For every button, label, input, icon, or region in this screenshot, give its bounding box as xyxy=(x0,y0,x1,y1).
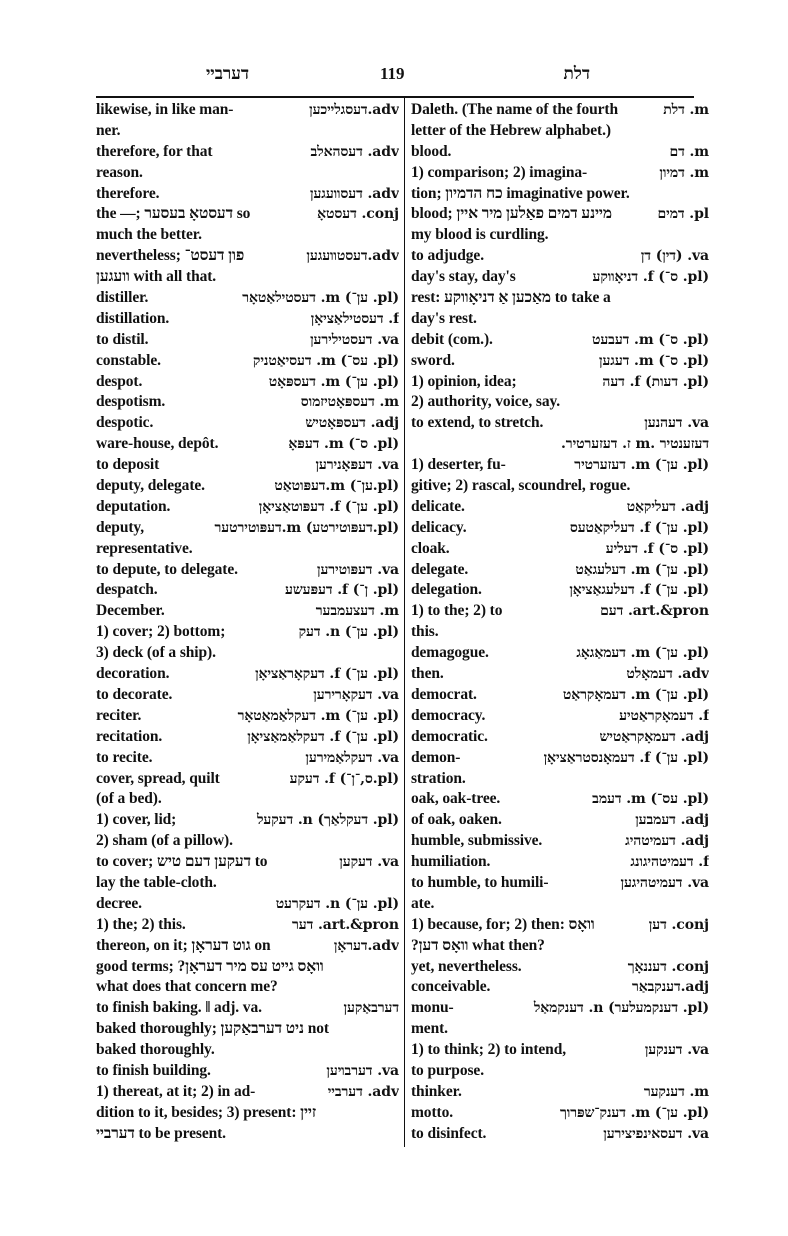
english-text: to depute, to delegate. xyxy=(96,560,238,578)
headword-text: (pl. ן־) f. דעפּעשע xyxy=(285,582,399,599)
english-text: 1) thereat, at it; 2) in ad- xyxy=(96,1082,256,1100)
english-text: rest: מאַכען אַ דניאָװקע to take a xyxy=(411,289,611,307)
english-text: of oak, oaken. xyxy=(411,811,502,829)
right-column xyxy=(411,100,709,1145)
entry-line xyxy=(411,810,709,831)
entry-line xyxy=(411,852,709,873)
entry-line xyxy=(96,831,399,852)
entry-line xyxy=(96,184,399,205)
entry-line xyxy=(96,622,399,643)
entry-line xyxy=(96,601,399,622)
english-text: monu- xyxy=(411,999,454,1017)
english-text: דערבײ to be present. xyxy=(96,1124,226,1142)
headword-text: (pl.דעפּוטירטע) m.דעפּוטירטער xyxy=(214,519,399,536)
entry-line xyxy=(96,142,399,163)
headword-text: va. דעסאינפיצירען xyxy=(603,1125,709,1142)
entry-line xyxy=(96,580,399,601)
entry-line xyxy=(96,476,399,497)
entry-line xyxy=(411,204,709,225)
entry-line xyxy=(96,225,399,246)
entry-line xyxy=(411,288,709,309)
entry-line xyxy=(96,685,399,706)
english-text: blood; מײנע דמים פאַלען מיר אײן xyxy=(411,205,612,223)
entry-line xyxy=(96,518,399,539)
headword-text: art.&pron. דער xyxy=(291,916,399,933)
entry-line xyxy=(96,288,399,309)
english-text: likewise, in like man- xyxy=(96,101,234,118)
english-text: to distil. xyxy=(96,330,149,348)
entry-line xyxy=(411,957,709,978)
english-text: debit (com.). xyxy=(411,330,493,348)
english-text: despotism. xyxy=(96,393,166,411)
entry-line xyxy=(411,727,709,748)
entry-line xyxy=(96,413,399,434)
english-text: decree. xyxy=(96,894,142,912)
entry-line xyxy=(96,789,399,810)
headword-text: (pl. ען־) f. דעקלאַמאַציאָן xyxy=(247,728,399,745)
entry-line xyxy=(411,998,709,1019)
entry-line xyxy=(96,977,399,998)
headword-text: (pl. עס־) m. דעמב xyxy=(592,791,709,808)
entry-line xyxy=(411,1061,709,1082)
entry-line xyxy=(96,539,399,560)
entry-line xyxy=(411,706,709,727)
entry-line xyxy=(411,497,709,518)
english-text: conceivable. xyxy=(411,978,491,996)
entry-line xyxy=(411,413,709,434)
headword-text: (pl. ען־) n. דעק xyxy=(298,624,399,641)
english-text: 1) comparison; 2) imagina- xyxy=(411,163,588,181)
entry-line xyxy=(96,163,399,184)
english-text: gitive; 2) rascal, scoundrel, rogue. xyxy=(411,477,631,495)
english-text: to extend, to stretch. xyxy=(411,414,544,432)
entry-line xyxy=(411,560,709,581)
headword-text: (pl. ס־) m. דעפּאָ xyxy=(288,436,399,453)
english-text: day's rest. xyxy=(411,309,477,327)
page-number: 119 xyxy=(380,64,405,83)
english-text: 1) deserter, fu- xyxy=(411,456,506,474)
entry-line xyxy=(96,748,399,769)
english-text: 1) because, for; 2) then: װאָס xyxy=(411,915,595,933)
english-text: ?װאָס דען what then? xyxy=(411,936,545,954)
headword-text: m. דם xyxy=(669,143,709,160)
entry-line xyxy=(96,1124,399,1145)
english-text: thinker. xyxy=(411,1082,462,1100)
english-text: nevertheless; פון דעסט־ xyxy=(96,247,245,265)
entry-line xyxy=(411,163,709,184)
entry-line xyxy=(96,957,399,978)
entry-line xyxy=(411,121,709,142)
english-text: deputation. xyxy=(96,497,171,515)
english-text: humble, submissive. xyxy=(411,832,543,850)
page-header xyxy=(96,64,690,92)
entry-line xyxy=(411,392,709,413)
entry-line xyxy=(411,1019,709,1040)
headword-text: adj. דעליקאַט xyxy=(626,498,709,515)
headword-text: va. דעפּוטירען xyxy=(316,561,399,578)
english-text: recitation. xyxy=(96,727,163,745)
entry-line xyxy=(96,727,399,748)
header-left-word: דערבײ xyxy=(206,64,250,84)
entry-line xyxy=(96,392,399,413)
english-text: baked thoroughly. xyxy=(96,1041,215,1059)
english-text: to deposit xyxy=(96,456,160,474)
headword-text: f. דעמאָקראַטיע xyxy=(619,707,709,724)
headword-text: (pl. ס־) m. דעגען xyxy=(599,352,709,369)
headword-text: (pl. ען־) m. דעזערטיר xyxy=(574,457,709,474)
english-text: 1) cover; 2) bottom; xyxy=(96,623,226,641)
entry-line xyxy=(411,601,709,622)
english-text: 3) deck (of a ship). xyxy=(96,644,216,662)
entry-line xyxy=(96,1103,399,1124)
entry-line xyxy=(411,518,709,539)
headword-text: (pl. ען־) n. דעקרעט xyxy=(275,895,399,912)
headword-text: va. (דין) דן xyxy=(640,248,709,265)
entry-line xyxy=(411,539,709,560)
headword-text: m. דמיון xyxy=(659,164,709,181)
header-right-word: דלת xyxy=(563,64,590,84)
english-text: ate. xyxy=(411,894,435,912)
entry-line xyxy=(411,580,709,601)
english-text: to decorate. xyxy=(96,685,173,703)
english-text: much the better. xyxy=(96,226,202,244)
english-text: reason. xyxy=(96,163,143,181)
headword-text: (pl. ען־) m. דעקלאַמאַטאָר xyxy=(237,707,399,724)
english-text: to humble, to humili- xyxy=(411,873,549,891)
headword-text: va. דעקלאַמירען xyxy=(305,749,399,766)
english-text: December. xyxy=(96,602,165,620)
english-text: deputy, delegate. xyxy=(96,477,205,495)
entry-line xyxy=(411,1082,709,1103)
english-text: therefore. xyxy=(96,184,160,202)
entry-line xyxy=(411,915,709,936)
entry-line xyxy=(96,769,399,790)
entry-line xyxy=(96,497,399,518)
english-text: baked thoroughly; ניט דערבאַקען not xyxy=(96,1020,329,1038)
headword-text: m. דעצעמבער xyxy=(315,603,399,620)
english-text: stration. xyxy=(411,769,466,787)
english-text: humiliation. xyxy=(411,853,491,871)
entry-line xyxy=(411,977,709,998)
english-text: ware-house, depôt. xyxy=(96,435,219,453)
english-text: cover, spread, quilt xyxy=(96,769,220,787)
entry-line xyxy=(96,1019,399,1040)
english-text: reciter. xyxy=(96,706,142,724)
entry-line xyxy=(411,1124,709,1145)
english-text: blood. xyxy=(411,142,452,160)
english-text: democratic. xyxy=(411,727,488,745)
english-text: decoration. xyxy=(96,665,170,683)
headword-text: adj. דעמאָקראַטיש xyxy=(599,728,709,745)
english-text: then. xyxy=(411,665,444,683)
headword-text: adv.דעראָן xyxy=(333,937,399,954)
headword-text: va. דעפּאָנירען xyxy=(315,457,399,474)
headword-text: (pl. ען־) m. דעסטילאַטאָר xyxy=(242,290,399,307)
english-text: demon- xyxy=(411,748,461,766)
headword-text: adj. דעמבען xyxy=(635,812,709,829)
english-text: to cover; דעקען דעם טיש to xyxy=(96,853,268,871)
entry-line xyxy=(96,1061,399,1082)
headword-text: va. דעמיטהיגען xyxy=(620,874,709,891)
headword-text: adj. דעספּאָטיש xyxy=(305,415,399,432)
headword-text: va. דענקען xyxy=(644,1042,709,1059)
entry-line xyxy=(96,455,399,476)
english-text: delicacy. xyxy=(411,518,467,536)
headword-text: f. דעסטילאַציאָן xyxy=(310,310,399,327)
entry-line xyxy=(411,330,709,351)
entry-line xyxy=(411,748,709,769)
headword-text: conj. דען xyxy=(648,916,709,933)
entry-line xyxy=(411,664,709,685)
headword-text: (pl. ען־) m. דענק־שפּרוך xyxy=(559,1104,709,1121)
headword-text: conj. דעננאָך xyxy=(627,958,709,975)
english-text: day's stay, day's xyxy=(411,268,516,286)
entry-line xyxy=(411,267,709,288)
headword-text: (pl. דעות) f. דעה xyxy=(602,373,709,390)
headword-text: (pl. ס־) f. דעליע xyxy=(605,540,709,557)
headword-text: adv. דעמאָלט xyxy=(626,666,709,683)
headword-text: (pl. ען־) m. דעמאָקראַט xyxy=(562,686,709,703)
headword-text: va. דערבױען xyxy=(326,1062,399,1079)
left-column xyxy=(96,100,399,1145)
headword-text: adj.דענקבאַר xyxy=(631,979,709,996)
headword-text: (pl.ס,־ן־) f. דעקע xyxy=(289,770,399,787)
entry-line xyxy=(96,246,399,267)
english-text: 1) cover, lid; xyxy=(96,811,177,829)
entry-line xyxy=(96,267,399,288)
entry-line xyxy=(96,121,399,142)
column-divider xyxy=(404,97,405,1147)
english-text: this. xyxy=(411,623,439,641)
entry-line xyxy=(411,100,709,121)
entry-line xyxy=(411,873,709,894)
headword-text: va. דעהנען xyxy=(644,415,709,432)
entry-line xyxy=(96,643,399,664)
entry-line xyxy=(411,789,709,810)
english-text: oak, oak-tree. xyxy=(411,790,501,808)
english-text: dition to it, besides; 3) present: זײן xyxy=(96,1103,317,1121)
entry-line xyxy=(96,915,399,936)
entry-line xyxy=(411,476,709,497)
entry-line xyxy=(96,330,399,351)
headword-text: דעזענטיר .m ז. דעזערטיר. xyxy=(561,436,709,453)
english-text: representative. xyxy=(96,539,193,557)
english-text: demagogue. xyxy=(411,644,489,662)
english-text: delegate. xyxy=(411,560,469,578)
english-text: democracy. xyxy=(411,706,486,724)
headword-text: va. דעקאָרירען xyxy=(313,686,399,703)
english-text: tion; כח הדמיון imaginative power. xyxy=(411,184,630,202)
entry-line xyxy=(96,204,399,225)
english-text: distiller. xyxy=(96,289,149,307)
headword-text: adv. דערבײ xyxy=(327,1083,399,1100)
entry-line xyxy=(411,351,709,372)
headword-text: (pl. דעקלאַך) n. דעקעל xyxy=(256,812,399,829)
entry-line xyxy=(96,852,399,873)
entry-line xyxy=(96,936,399,957)
english-text: delegation. xyxy=(411,581,482,599)
headword-text: (pl. ען־) f. דעלעגאַציאָן xyxy=(569,582,709,599)
entry-line xyxy=(96,894,399,915)
headword-text: adj. דעמיטהיג xyxy=(625,833,709,850)
english-text: to recite. xyxy=(96,748,153,766)
entry-line xyxy=(411,246,709,267)
english-text: constable. xyxy=(96,351,161,369)
english-text: 1) opinion, idea; xyxy=(411,372,517,390)
entry-line xyxy=(411,142,709,163)
english-text: ner. xyxy=(96,121,121,139)
headword-text: (pl. ען־) m. דעספּאָט xyxy=(268,373,399,390)
english-text: 2) sham (of a pillow). xyxy=(96,832,233,850)
headword-text: va. דעסטילירען xyxy=(310,331,399,348)
entry-line xyxy=(96,998,399,1019)
headword-text: art.&pron. דעם xyxy=(600,603,709,620)
headword-text: m. דעספּאָטיזמוס xyxy=(300,394,399,411)
english-text: distillation. xyxy=(96,309,170,327)
entry-line xyxy=(411,936,709,957)
english-text: motto. xyxy=(411,1103,454,1121)
header-rule xyxy=(96,96,694,98)
entry-line xyxy=(411,831,709,852)
english-text: good terms; ?װאָס גײט עס מיר דעראָן xyxy=(96,957,324,975)
entry-line xyxy=(96,100,399,121)
english-text: thereon, on it; גוט דעראָן on xyxy=(96,936,271,954)
english-text: to finish baking. ‖ adj. va. xyxy=(96,999,262,1017)
english-text: to adjudge. xyxy=(411,247,484,265)
headword-text: (pl. ען־) f. דעפּוטאַציאָן xyxy=(258,498,399,515)
english-text: ment. xyxy=(411,1020,448,1038)
entry-line xyxy=(96,351,399,372)
headword-text: (pl. דענקמעלער) n. דענקמאַל xyxy=(533,1000,709,1017)
english-text: 2) authority, voice, say. xyxy=(411,393,561,411)
english-text: despot. xyxy=(96,372,143,390)
english-text: 1) to think; 2) to intend, xyxy=(411,1041,566,1059)
entry-line xyxy=(96,560,399,581)
english-text: (of a bed). xyxy=(96,790,162,808)
entry-line xyxy=(411,434,709,455)
english-text: to finish building. xyxy=(96,1061,211,1079)
english-text: therefore, for that xyxy=(96,142,213,160)
headword-text: conj. דעסטאָ xyxy=(317,206,399,223)
headword-text: (pl. ס־) m. דעבעט xyxy=(592,331,709,348)
english-text: deputy, xyxy=(96,518,144,536)
entry-line xyxy=(96,664,399,685)
entry-line xyxy=(411,643,709,664)
entry-line xyxy=(411,769,709,790)
headword-text: (pl. ען־) m. דעמאַגאָג xyxy=(576,645,709,662)
headword-text: f. דעמיטהיגונג xyxy=(630,854,709,871)
headword-text: (pl. ען־) m. דעלעגאַט xyxy=(575,561,709,578)
headword-text: (pl. עס־) m. דעסיאַטניק xyxy=(252,352,399,369)
english-text: democrat. xyxy=(411,685,477,703)
entry-line xyxy=(96,1040,399,1061)
headword-text: דערבאַקען xyxy=(343,1000,399,1017)
headword-text: pl. דמים xyxy=(657,206,709,223)
entry-line xyxy=(411,184,709,205)
entry-line xyxy=(96,1082,399,1103)
entry-line xyxy=(411,894,709,915)
english-text: 1) the; 2) this. xyxy=(96,915,186,933)
entry-line xyxy=(411,1040,709,1061)
headword-text: (pl. ען־) f. דעקאָראַציאָן xyxy=(255,666,399,683)
headword-text: (pl. ען־) f. דעמאָנסטראַציאָן xyxy=(543,749,709,766)
entry-line xyxy=(96,873,399,894)
english-text: to disinfect. xyxy=(411,1124,487,1142)
english-text: delicate. xyxy=(411,497,465,515)
english-text: 1) to the; 2) to xyxy=(411,602,503,620)
entry-line xyxy=(96,706,399,727)
entry-line xyxy=(411,309,709,330)
english-text: sword. xyxy=(411,351,455,369)
headword-text: adv. דעסהאלב xyxy=(310,143,399,160)
entry-line xyxy=(411,372,709,393)
headword-text: (pl.ען־) m.דעפּוטאַט xyxy=(274,478,399,495)
entry-line xyxy=(411,622,709,643)
english-text: what does that concern me? xyxy=(96,978,278,996)
headword-text: (pl. ען־) f. דעליקאַטעס xyxy=(569,519,709,536)
entry-line xyxy=(96,372,399,393)
headword-text: va. דעקען xyxy=(339,854,399,871)
entry-line xyxy=(96,309,399,330)
english-text: my blood is curdling. xyxy=(411,226,549,244)
entry-line xyxy=(411,1103,709,1124)
entry-line xyxy=(411,685,709,706)
english-text: the —; דעסטאָ בעסער so xyxy=(96,205,251,223)
headword-text: m. דלת xyxy=(663,102,709,118)
english-text: lay the table-cloth. xyxy=(96,873,217,891)
headword-text: m. דענקער xyxy=(643,1083,709,1100)
english-text: װעגען with all that. xyxy=(96,268,217,286)
english-text: despotic. xyxy=(96,414,154,432)
headword-text: (pl. ס־) f. דניאָװקע xyxy=(592,269,709,286)
entry-line xyxy=(411,455,709,476)
english-text: Daleth. (The name of the fourth xyxy=(411,101,618,118)
english-text: despatch. xyxy=(96,581,158,599)
english-text: letter of the Hebrew alphabet.) xyxy=(411,121,611,139)
entry-line xyxy=(411,225,709,246)
english-text: yet, nevertheless. xyxy=(411,957,522,975)
english-text: to purpose. xyxy=(411,1061,484,1079)
english-text: cloak. xyxy=(411,539,450,557)
headword-text: adv.דעסגלײכען xyxy=(309,102,399,118)
headword-text: adv.דעסטװעגען xyxy=(306,248,399,265)
entry-line xyxy=(96,810,399,831)
headword-text: adv. דעסװעגען xyxy=(310,185,399,202)
entry-line xyxy=(96,434,399,455)
